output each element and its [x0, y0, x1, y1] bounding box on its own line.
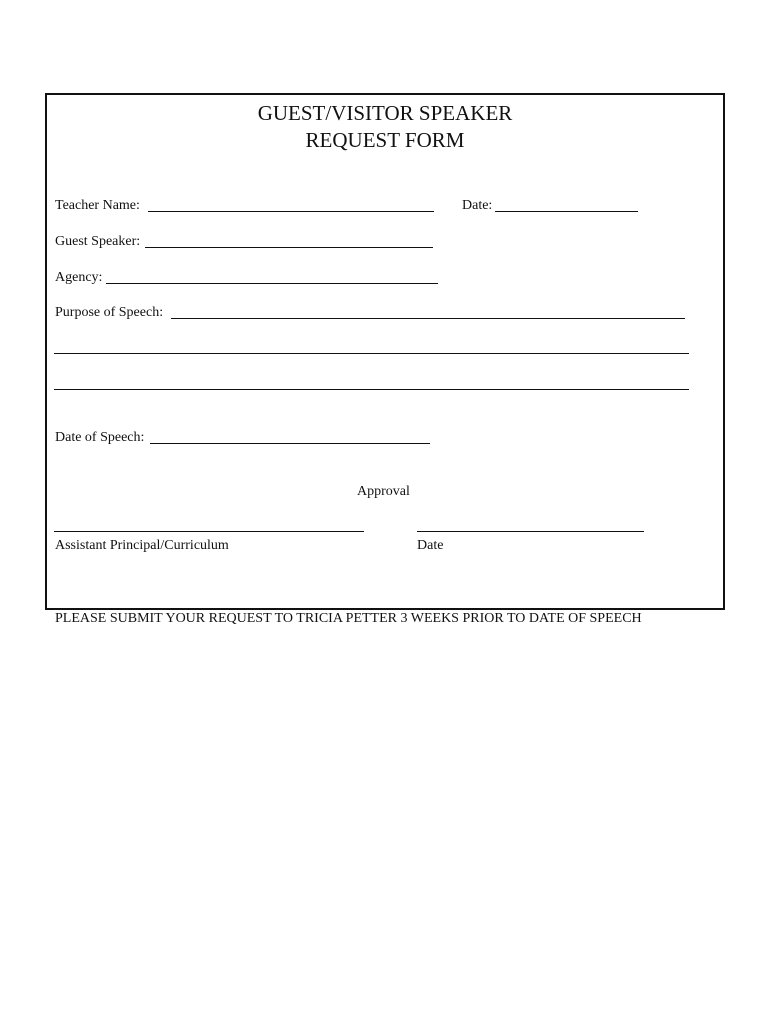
approval-date-label: Date [417, 538, 444, 553]
purpose-of-speech-line-2[interactable] [54, 353, 689, 354]
date-field[interactable] [495, 211, 638, 212]
purpose-of-speech-field[interactable] [171, 318, 685, 319]
assistant-principal-label: Assistant Principal/Curriculum [55, 538, 229, 553]
approval-heading: Approval [357, 484, 410, 499]
submission-notice: PLEASE SUBMIT YOUR REQUEST TO TRICIA PETTER 3 WEEKS PRIOR TO DATE OF SPEECH [55, 611, 642, 626]
date-label: Date: [462, 198, 493, 213]
teacher-name-label: Teacher Name: [55, 198, 140, 213]
agency-label: Agency: [55, 270, 103, 285]
guest-speaker-field[interactable] [145, 247, 433, 248]
guest-speaker-label: Guest Speaker: [55, 234, 141, 249]
purpose-of-speech-line-3[interactable] [54, 389, 689, 390]
form-title-line-1: GUEST/VISITOR SPEAKER [257, 101, 513, 125]
date-of-speech-field[interactable] [150, 443, 430, 444]
approval-date-line[interactable] [417, 531, 644, 532]
request-form [45, 93, 725, 610]
purpose-of-speech-label: Purpose of Speech: [55, 305, 164, 320]
assistant-principal-signature-line[interactable] [54, 531, 364, 532]
form-title-line-2: REQUEST FORM [305, 128, 465, 152]
teacher-name-field[interactable] [148, 211, 434, 212]
date-of-speech-label: Date of Speech: [55, 430, 145, 445]
agency-field[interactable] [106, 283, 438, 284]
